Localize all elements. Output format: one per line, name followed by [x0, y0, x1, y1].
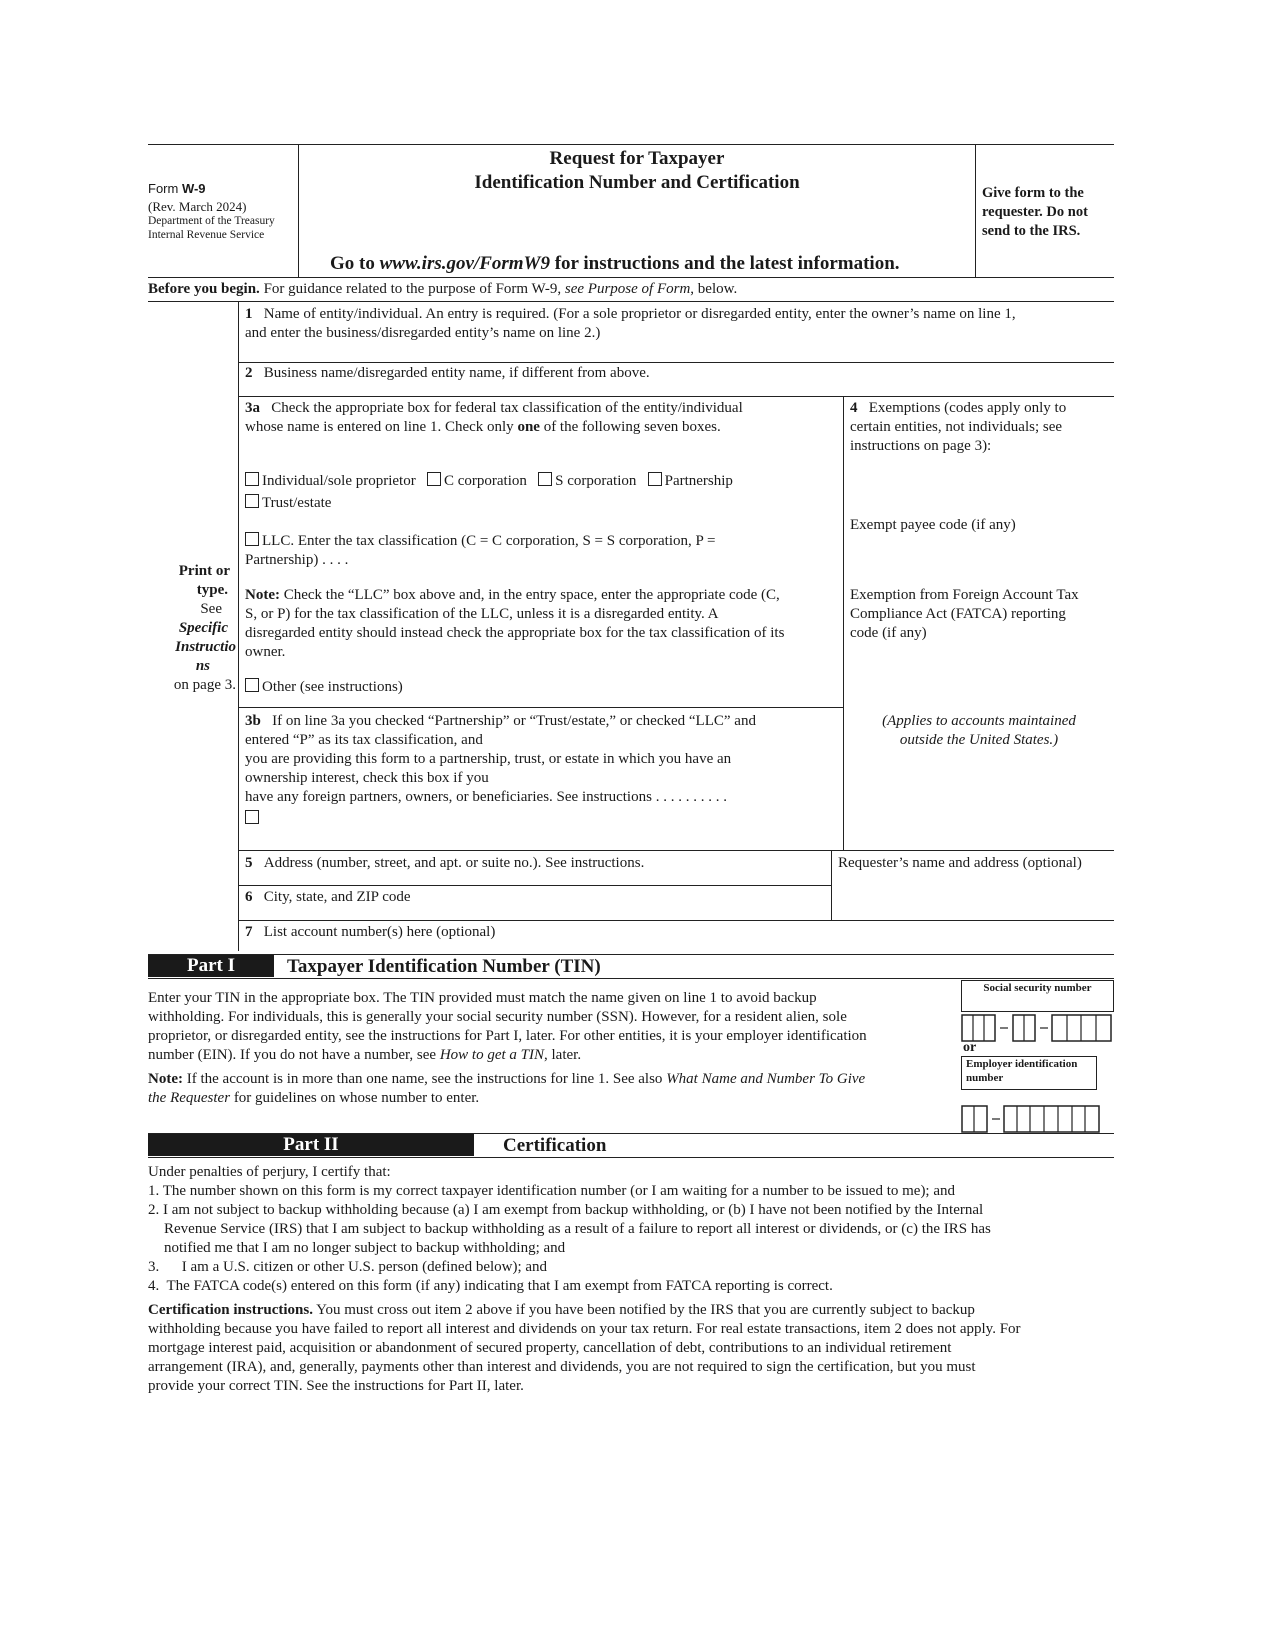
irs-link[interactable]: www.irs.gov/FormW9: [379, 253, 550, 274]
line3-bottom-rule: [239, 850, 1114, 851]
or-label: or: [963, 1040, 977, 1055]
requester-label: Requester’s name and address (optional): [838, 855, 1082, 871]
llc-note-3: disregarded entity should instead check the appropriate box for the tax classification of its: [245, 625, 785, 641]
fatca-applies-1: (Applies to accounts maintained: [882, 713, 1076, 729]
line3b-label: 3b If on line 3a you checked “Partnership” or “Trust/estate,” or checked “LLC” and: [245, 713, 756, 729]
line3b-text-2: entered “P” as its tax classification, and: [245, 732, 483, 748]
checkbox-c-corp-box[interactable]: [427, 472, 441, 486]
city-state-zip-field[interactable]: [239, 907, 829, 918]
part1-note-1: Note: If the account is in more than one name, see the instructions for line 1. See also What Name and Number To Give: [148, 1071, 866, 1087]
cert-instructions-2: withholding because you have failed to report all interest and dividends on your tax return. For real estate transactions, item 2 does not apply. For: [148, 1321, 1021, 1337]
part2-badge: Part II: [148, 1134, 474, 1156]
checkbox-other[interactable]: Other (see instructions): [245, 678, 403, 697]
line4-label: 4 Exemptions (codes apply only to: [850, 400, 1067, 416]
cert-instructions-5: provide your correct TIN. See the instructions for Part II, later.: [148, 1378, 524, 1394]
give-form-note: Give form to the requester. Do not send to the IRS.: [982, 185, 1088, 239]
ssn-digit-boxes: [961, 1014, 1113, 1042]
fatca-applies-2: outside the United States.): [899, 732, 1059, 748]
part1-title: Taxpayer Identification Number (TIN): [287, 956, 601, 977]
checkbox-other-box[interactable]: [245, 678, 259, 692]
part1-top-rule: [148, 954, 1114, 955]
checkbox-individual-box[interactable]: [245, 472, 259, 486]
header-bottom-rule: [148, 277, 1114, 278]
form-dept: Department of the Treasury: [148, 215, 275, 227]
ein-label-1: Employer identification: [966, 1058, 1078, 1070]
part1-title-rule: [148, 978, 1114, 979]
cert-item-2b: Revenue Service (IRS) that I am subject to backup withholding as a result of a failure to report all interest or dividends, or (c) the IRS has: [164, 1221, 991, 1237]
checkbox-llc-box[interactable]: [245, 532, 259, 546]
ein-label-2: number: [966, 1072, 1004, 1084]
line4-text-3: instructions on page 3):: [850, 438, 992, 454]
part1-text-3: proprietor, or disregarded entity, see the instructions for Part I, later. For other entities, it is your employer identification: [148, 1028, 867, 1044]
line3b-text-3: you are providing this form to a partnership, trust, or estate in which you have an: [245, 751, 732, 767]
ein-digit-boxes: [961, 1105, 1101, 1133]
line3a-label-cont: whose name is entered on line 1. Check only one of the following seven boxes.: [245, 419, 721, 435]
checkbox-partnership[interactable]: Partnership: [648, 473, 733, 489]
llc-note-1: Note: Check the “LLC” box above and, in the entry space, enter the appropriate code (C,: [245, 587, 780, 603]
account-numbers-field[interactable]: [239, 942, 1114, 952]
cert-instructions-1: Certification instructions. You must cross out item 2 above if you have been notified by the IRS that you are currently subject to backup: [148, 1302, 975, 1318]
line3a-rule: [239, 707, 843, 708]
ein-label-box: [961, 1056, 1097, 1090]
checkbox-trust[interactable]: Trust/estate: [245, 495, 331, 511]
top-rule: [148, 144, 1114, 145]
line1-rule: [239, 362, 1114, 363]
tax-class-row-2: [245, 494, 331, 513]
fatca-code-field[interactable]: [850, 646, 1110, 666]
before-begin-rule: [148, 301, 1114, 302]
part2-intro: Under penalties of perjury, I certify that:: [148, 1164, 391, 1180]
goto-instructions: Go to www.irs.gov/FormW9 for instructions and the latest information.: [330, 253, 900, 274]
cert-item-1: 1. The number shown on this form is my correct taxpayer identification number (or I am waiting for a number to be issued to me); and: [148, 1183, 956, 1199]
ssn-label-box: [961, 980, 1114, 1012]
line5-rule: [239, 885, 831, 886]
line1-label-cont: and enter the business/disregarded entity’s name on line 2.): [245, 325, 601, 341]
address-field[interactable]: [239, 873, 829, 883]
line6-label: 6 City, state, and ZIP code: [245, 889, 411, 905]
cert-instructions-4: arrangement (IRA), and, generally, payments other than interest and dividends, you are not required to sign the certification, but you must: [148, 1359, 976, 1375]
cert-instructions-3: mortgage interest paid, acquisition or abandonment of secured property, cancellation of debt, contributions to an individual retirement: [148, 1340, 952, 1356]
line2-label: 2 Business name/disregarded entity name, if different from above.: [245, 365, 650, 381]
line4-text-2: certain entities, not individuals; see: [850, 419, 1063, 435]
part1-text-2: withholding. For individuals, this is generally your social security number (SSN). However, for a resident alien, sole: [148, 1009, 847, 1025]
left-margin-rule: [238, 301, 239, 951]
exempt-payee-label: Exempt payee code (if any): [850, 517, 1016, 533]
before-you-begin: Before you begin. For guidance related to the purpose of Form W-9, see Purpose of Form, below.: [148, 281, 738, 297]
ssn-input[interactable]: [961, 1014, 1113, 1042]
requester-field[interactable]: [834, 875, 1112, 917]
line3a-label: 3a Check the appropriate box for federal tax classification of the entity/individual: [245, 400, 743, 416]
part1-text-4: number (EIN). If you do not have a number, see How to get a TIN, later.: [148, 1047, 582, 1063]
line3b-text-5: have any foreign partners, owners, or beneficiaries. See instructions . . . . . . . . . .: [245, 789, 727, 805]
line7-label: 7 List account number(s) here (optional): [245, 924, 496, 940]
line2-rule: [239, 396, 1114, 397]
line5-label: 5 Address (number, street, and apt. or suite no.). See instructions.: [245, 855, 645, 871]
llc-note-2: S, or P) for the tax classification of the LLC, unless it is a disregarded entity. A: [245, 606, 719, 622]
line3b-text-4: ownership interest, check this box if you: [245, 770, 489, 786]
line2-business-field[interactable]: [239, 383, 1114, 395]
line6-rule: [239, 920, 1114, 921]
form-id: Form W-9: [148, 181, 206, 196]
cert-item-2c: notified me that I am no longer subject to backup withholding; and: [164, 1240, 566, 1256]
part2-title: Certification: [503, 1135, 607, 1156]
tax-class-row-1: [245, 472, 733, 491]
line1-label: 1 Name of entity/individual. An entry is required. (For a sole proprietor or disregarded entity, enter the owner’s name on line 1,: [245, 306, 1016, 322]
cert-item-4: 4. The FATCA code(s) entered on this form (if any) indicating that I am exempt from FATCA reporting is correct.: [148, 1278, 833, 1294]
checkbox-3b-box[interactable]: [245, 810, 259, 824]
header-divider-right: [975, 145, 976, 277]
llc-partnership-line: Partnership) . . . .: [245, 552, 349, 568]
checkbox-llc[interactable]: LLC. Enter the tax classification (C = C corporation, S = S corporation, P =: [245, 532, 716, 551]
fatca-label-1: Exemption from Foreign Account Tax: [850, 587, 1079, 603]
line1-name-field[interactable]: [239, 345, 1114, 361]
part1-note-2: the Requester for guidelines on whose number to enter.: [148, 1090, 480, 1106]
ssn-label: Social security number: [983, 982, 1092, 994]
form-title-2: Identification Number and Certification: [474, 172, 800, 193]
checkbox-c-corp[interactable]: C corporation: [427, 473, 527, 489]
checkbox-individual[interactable]: Individual/sole proprietor: [245, 473, 416, 489]
form-irs: Internal Revenue Service: [148, 229, 265, 241]
part1-text-1: Enter your TIN in the appropriate box. The TIN provided must match the name given on line 1 to avoid backup: [148, 990, 817, 1006]
form-title-1: Request for Taxpayer: [549, 148, 725, 169]
checkbox-3b[interactable]: [245, 810, 262, 828]
requester-divider: [831, 850, 832, 920]
llc-note-4: owner.: [245, 644, 286, 660]
fatca-label-2: Compliance Act (FATCA) reporting: [850, 606, 1066, 622]
checkbox-trust-box[interactable]: [245, 494, 259, 508]
checkbox-s-corp-box[interactable]: [538, 472, 552, 486]
part2-title-rule: [148, 1157, 1114, 1158]
part1-badge: Part I: [148, 955, 274, 977]
checkbox-partnership-box[interactable]: [648, 472, 662, 486]
exempt-payee-field[interactable]: [850, 536, 1110, 556]
ein-input[interactable]: [961, 1105, 1101, 1133]
line3-line4-divider: [843, 396, 844, 850]
fatca-label-3: code (if any): [850, 625, 927, 641]
checkbox-s-corp[interactable]: S corporation: [538, 473, 636, 489]
form-rev: (Rev. March 2024): [148, 199, 247, 214]
cert-item-3: 3. I am a U.S. citizen or other U.S. person (defined below); and: [148, 1259, 548, 1275]
print-or-type-label: Print or type. See Specific Instructio ns on page 3.: [173, 563, 236, 693]
cert-item-2a: 2. I am not subject to backup withholding because (a) I am exempt from backup withholding, or (b) I have not been notified by the Internal: [148, 1202, 984, 1218]
